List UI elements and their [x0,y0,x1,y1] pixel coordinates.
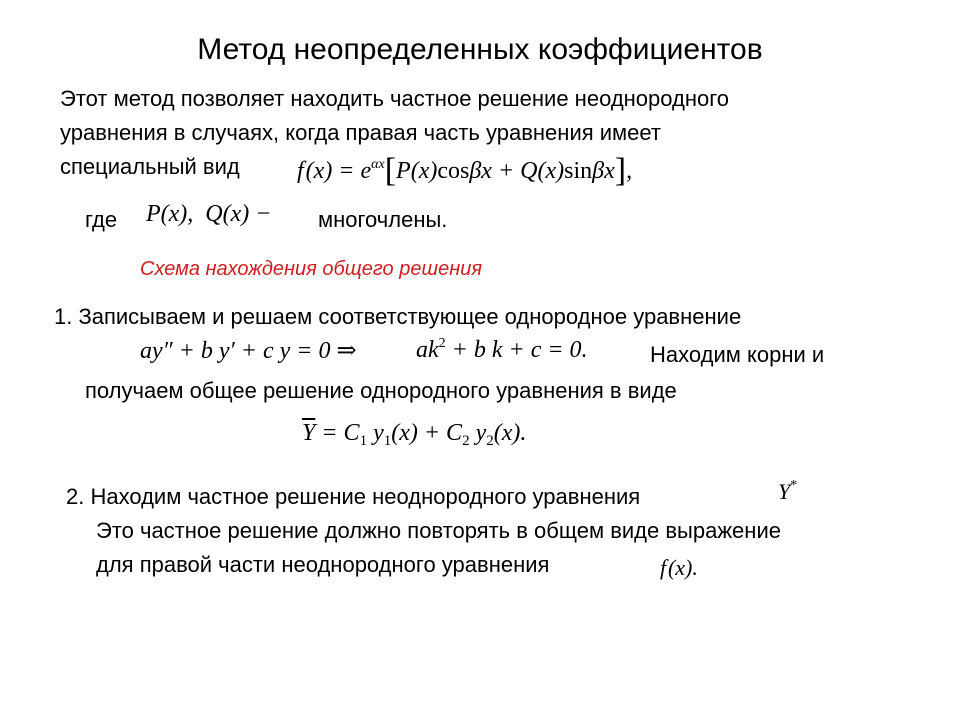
formula-general-solution: $\overline{Y} = C_1$ $y_1(x) + C_2$ $y_2(x)$. [302,420,527,449]
step2-text: 2. Находим частное решение неоднородного уравнения [66,484,641,509]
scheme-heading: Схема нахождения общего решения [140,258,483,280]
intro-line-2: уравнения в случаях, когда правая часть уравнения имеет [60,120,661,145]
page-title: Метод неопределенных коэффициентов [197,33,763,66]
formula-right-side: f $(x) = e^{\alpha x}[P(x)\cos\beta x + Q(x)\sin\beta x]$, [297,152,633,189]
step2-line-2: для правой части неоднородного уравнения [96,552,550,577]
formula-homogeneous-equation: ay″ + b y′ + c y = 0 ⇒ [140,338,357,364]
polynomials-label: многочлены. [318,207,448,232]
formula-f-of-x: f (x). [660,555,698,580]
formula-characteristic-equation: $ak^2 + b$ k + c = 0. [416,336,588,363]
formula-particular-solution: Y* [778,478,798,504]
where-label: где [85,207,118,232]
find-roots-text: Находим корни и [650,342,825,367]
intro-line-1: Этот метод позволяет находить частное решение неоднородного [60,86,730,111]
step2-line-1: Это частное решение должно повторять в общем виде выражение [96,518,781,543]
intro-line-3: специальный вид [60,154,240,179]
step1-line-2: получаем общее решение однородного уравнения в виде [85,378,677,403]
step1-text: 1. Записываем и решаем соответствующее однородное уравнение [54,304,742,329]
formula-polynomials: P(x), Q(x) − [146,201,272,227]
